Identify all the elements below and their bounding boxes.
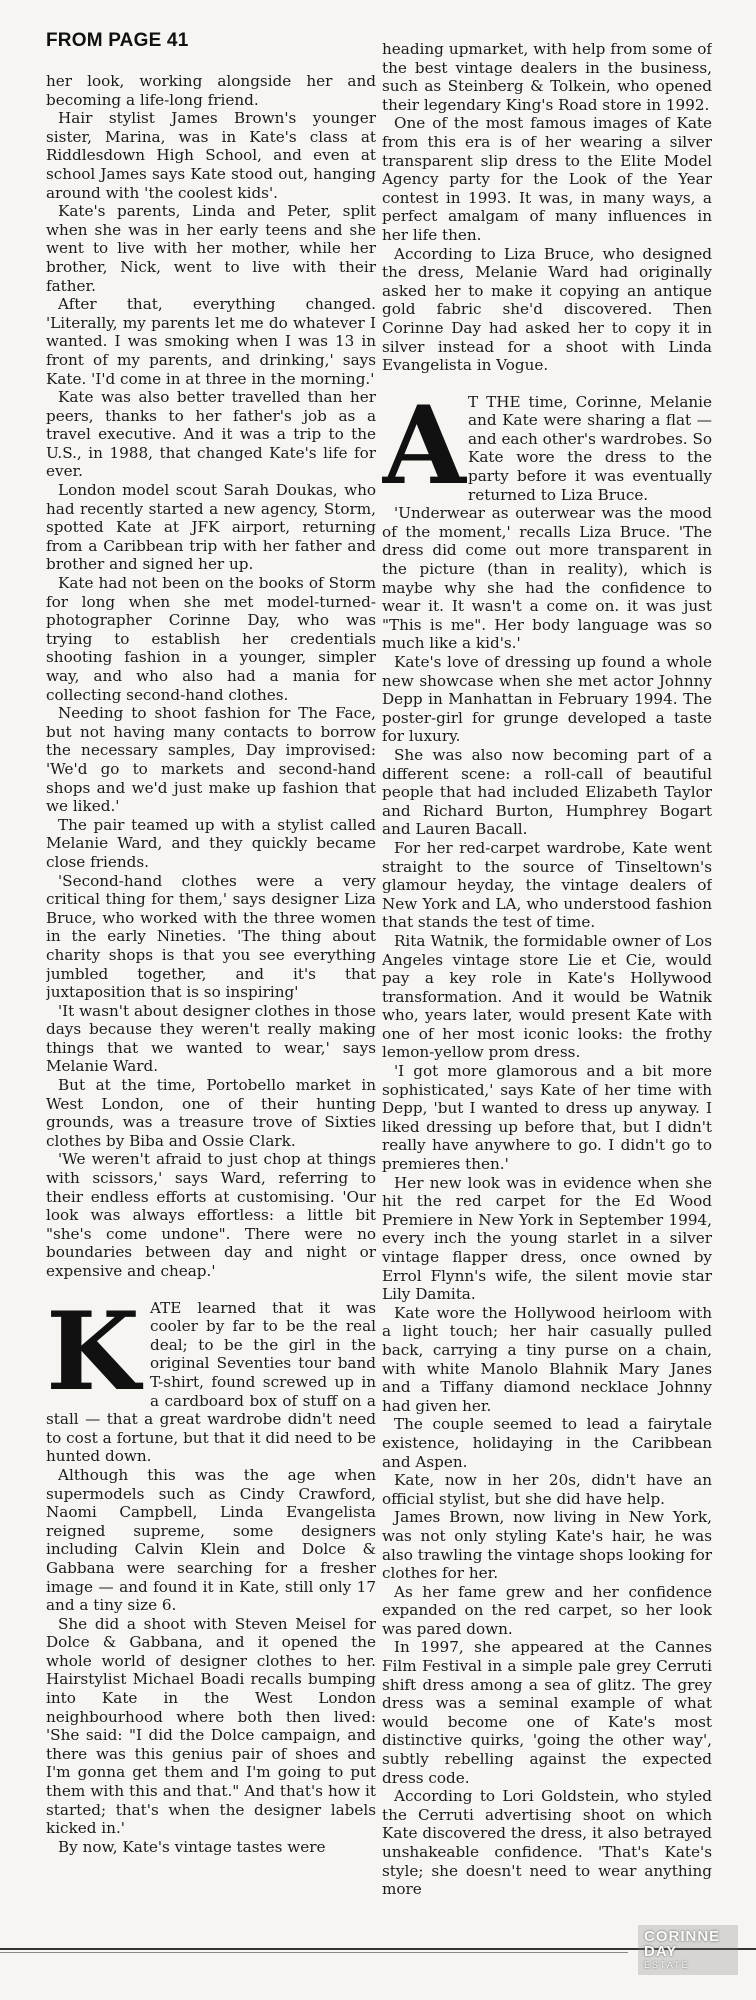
paragraph: Kate had not been on the books of Storm for long when she met model-turned-photographer Corinne Day, who was trying to establish her credentials shooting fashion in a younger, simpler way, and who also had a mania for collecting second-hand clothes. — [46, 574, 376, 704]
paragraph: According to Lori Goldstein, who styled the Cerruti advertising shoot on which Kate discovered the dress, it also betrayed unshakeable confidence. 'That's Kate's style; she doesn't need to wear anything more — [382, 1787, 712, 1899]
right-paras-a — [382, 40, 712, 375]
paragraph: Although this was the age when supermodels such as Cindy Crawford, Naomi Campbell, Linda Evangelista reigned supreme, some designers including Calvin Klein and Dolce & Gabbana were searching for a fresher image — and found it in Kate, still only 17 and a tiny size 6. — [46, 1465, 376, 1615]
paragraph: 'We weren't afraid to just chop at things with scissors,' says Ward, referring to their endless efforts at customising. 'Our look was always effortless: a little bit "she's come undone". There were no boundaries between day and night or expensive and cheap.' — [46, 1150, 376, 1280]
left-dropcap-block — [46, 1288, 376, 1466]
paragraph: Rita Watnik, the formidable owner of Los Angeles vintage store Lie et Cie, would pay a key role in Kate's Hollywood transformation. And it would be Watnik who, years later, would present Kate with one of her most iconic looks: the frothy lemon-yellow prom dress. — [382, 931, 712, 1062]
paragraph: Her new look was in evidence when she hit the red carpet for the Ed Wood Premiere in New York in September 1994, every inch the young starlet in a silver vintage flapper dress, once owned by Errol Flynn's wife, the silent movie star Lily Damita. — [382, 1173, 712, 1304]
paragraph: For her red-carpet wardrobe, Kate went straight to the source of Tinseltown's glamour heyday, the vintage dealers of New York and LA, who understood fashion that stands the test of time. — [382, 838, 712, 932]
paragraph: 'Underwear as outerwear was the mood of the moment,' recalls Liza Bruce. 'The dress did come out more transparent in the picture (than in reality), which is maybe why she had the confidence to wear it. It wasn't a come on. it was just "This is me". Her body language was so much like a kid's.' — [382, 504, 712, 653]
paragraph: heading upmarket, with help from some of the best vintage dealers in the business, such as Steinberg & Tolkein, who opened their legendary King's Road store in 1992. — [382, 40, 712, 114]
paragraph: Hair stylist James Brown's younger sister, Marina, was in Kate's class at Riddlesdown High School, and even at school James says Kate stood out, hanging around with 'the coolest kids'. — [46, 109, 376, 202]
paragraph: The couple seemed to lead a fairytale existence, holidaying in the Caribbean and Aspen. — [382, 1415, 712, 1471]
paragraph: She was also now becoming part of a different scene: a roll-call of beautiful people that had included Elizabeth Taylor and Richard Burton, Humphrey Bogart and Lauren Bacall. — [382, 745, 712, 839]
dropcap-a: A — [382, 382, 466, 509]
right-paras-b — [382, 504, 712, 1899]
bottom-rule-thin — [0, 1952, 628, 1953]
paragraph: London model scout Sarah Doukas, who had recently started a new agency, Storm, spotted Kate at JFK airport, returning from a Caribbean trip with her father and brother and signed her up. — [46, 481, 376, 574]
left-column — [46, 72, 376, 1947]
left-paras-a — [46, 72, 376, 1281]
watermark-line-3: ESTATE — [644, 1960, 690, 1970]
paragraph: One of the most famous images of Kate from this era is of her wearing a silver transparent slip dress to the Elite Model Agency party for the Look of the Year contest in 1993. It was, in many ways, a perfect amalgam of many influences in her life then. — [382, 114, 712, 244]
corinne-day-estate-watermark — [638, 1925, 738, 1985]
paragraph: Kate's parents, Linda and Peter, split when she was in her early teens and she went to live with her mother, while her brother, Nick, went to live with their father. — [46, 202, 376, 295]
left-paras-b — [46, 1466, 376, 1856]
paragraph: In 1997, she appeared at the Cannes Film Festival in a simple pale grey Cerruti shift dress among a sea of glitz. The grey dress was a seminal example of what would become one of Kate's most distinctive quirks, 'going the other way', subtly rebelling against the expected dress code. — [382, 1638, 712, 1787]
watermark-box — [638, 1925, 738, 1975]
paragraph: By now, Kate's vintage tastes were — [58, 1837, 326, 1856]
paragraph: According to Liza Bruce, who designed the dress, Melanie Ward had originally asked her to make it copying an antique gold fabric she'd discovered. Then Corinne Day had asked her to copy it in silver instead for a shoot with Linda Evangelista in Vogue. — [382, 244, 712, 375]
paragraph: James Brown, now living in New York, was not only styling Kate's hair, he was also trawling the vintage shops looking for clothes for her. — [382, 1508, 712, 1583]
right-column — [382, 40, 712, 1947]
paragraph: She did a shoot with Steven Meisel for Dolce & Gabbana, and it opened the whole world of designer clothes to her. Hairstylist Michael Boadi recalls bumping into Kate in the West London neighbourhood where both then lived: 'She said: "I did the Dolce campaign, and there was this genius pair of shoes and I'm gonna get them and I'm going to put them with this and that." And that's how it started; that's when the designer labels kicked in.' — [46, 1614, 376, 1838]
right-drop-paragraph: T THE time, Corinne, Melanie and Kate were sharing a flat — and each other's wardrobes. So Kate wore the dress to the party before it was eventually returned to Liza Bruce. — [468, 392, 712, 504]
paragraph: 'It wasn't about designer clothes in those days because they weren't really making things that we wanted to wear,' says Melanie Ward. — [46, 1001, 376, 1076]
watermark-line-1: CORINNE — [644, 1928, 721, 1945]
paragraph: her look, working alongside her and becoming a life-long friend. — [46, 72, 376, 109]
paragraph: Needing to shoot fashion for The Face, but not having many contacts to borrow the necessary samples, Day improvised: 'We'd go to markets and second-hand shops and we'd just make up fashion that we liked.' — [46, 704, 376, 816]
paragraph: As her fame grew and her confidence expanded on the red carpet, so her look was pared down. — [382, 1582, 712, 1638]
paragraph: 'Second-hand clothes were a very critical thing for them,' says designer Liza Bruce, who worked with the three women in the early Nineties. 'The thing about charity shops is that you see everything jumbled together, and it's that juxtaposition that is so inspiring' — [46, 871, 376, 1002]
paragraph: But at the time, Portobello market in West London, one of their hunting grounds, was a treasure trove of Sixties clothes by Biba and Ossie Clark. — [46, 1076, 376, 1150]
paragraph: Kate wore the Hollywood heirloom with a light touch; her hair casually pulled back, carrying a tiny purse on a chain, with white Manolo Blahnik Mary Janes and a Tiffany diamond necklace Johnny had given her. — [382, 1303, 712, 1415]
dropcap-k: K — [46, 1288, 140, 1415]
page-header: FROM PAGE 41 — [46, 30, 189, 51]
watermark-line-2: DAY — [644, 1943, 678, 1960]
left-drop-paragraph: ATE learned that it was cooler by far to be the real deal; to be the girl in the original Seventies tour band T-shirt, found screwed up in a cardboard box of stuff on a stall — that a great wardrobe didn't need to cost a fortune, but that it did need to be hunted down. — [46, 1298, 376, 1466]
paragraph: The pair teamed up with a stylist called Melanie Ward, and they quickly became close friends. — [46, 815, 376, 871]
paragraph: Kate, now in her 20s, didn't have an official stylist, but she did have help. — [382, 1471, 712, 1508]
right-dropcap-block — [382, 382, 712, 509]
paragraph: Kate's love of dressing up found a whole new showcase when she met actor Johnny Depp in Manhattan in February 1994. The poster-girl for grunge developed a taste for luxury. — [382, 653, 712, 746]
paragraph: 'I got more glamorous and a bit more sophisticated,' says Kate of her time with Depp, 'but I wanted to dress up anyway. I liked dressing up before that, but I didn't really have anywhere to go. I didn't go to premieres then.' — [382, 1062, 712, 1174]
paragraph: Kate was also better travelled than her peers, thanks to her father's job as a travel executive. And it was a trip to the U.S., in 1988, that changed Kate's life for ever. — [46, 388, 376, 481]
paragraph: After that, everything changed. 'Literally, my parents let me do whatever I wanted. I was smoking when I was 13 in front of my parents, and drinking,' says Kate. 'I'd come in at three in the morning.' — [46, 295, 376, 388]
